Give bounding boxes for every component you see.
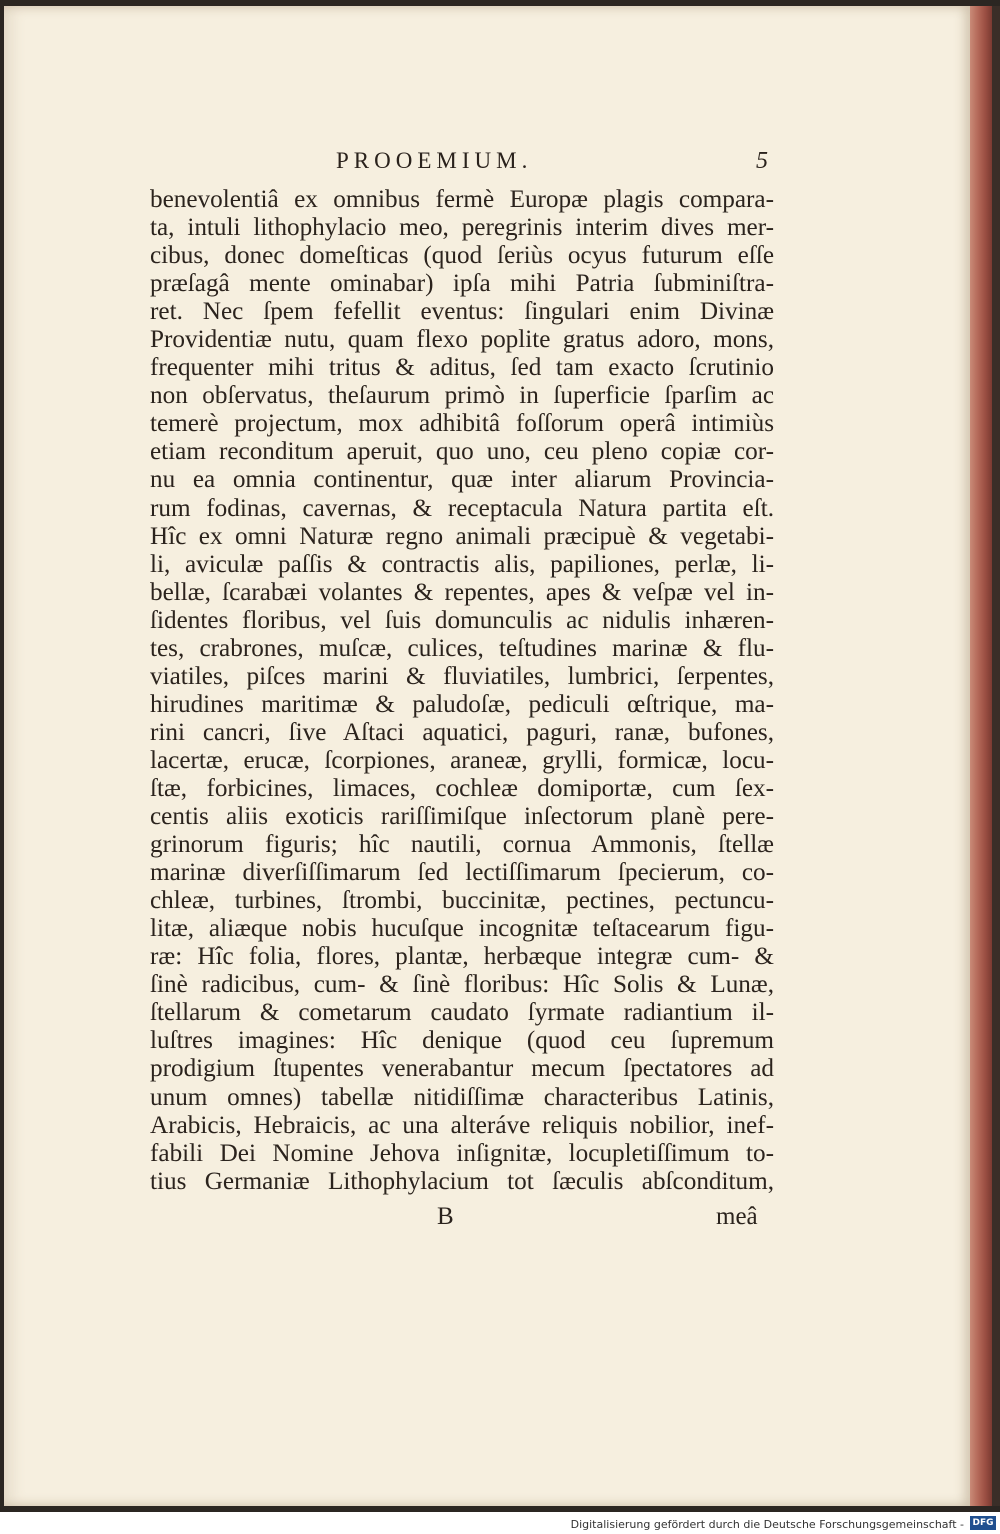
text-line: ſtæ, forbicines, limaces, cochleæ domiportæ, cum ſex- — [150, 774, 774, 802]
text-line: centis aliis exoticis rariſſimiſque inſectorum planè pere- — [150, 803, 774, 831]
dfg-logo-icon: DFG — [970, 1516, 996, 1530]
text-line: viatiles, piſces marini & fluviatiles, lumbrici, ſerpentes, — [150, 662, 774, 690]
text-line: ta, intuli lithophylacio meo, peregrinis interim dives mer- — [150, 214, 774, 242]
text-line: etiam reconditum aperuit, quo uno, ceu pleno copiæ cor- — [150, 438, 774, 466]
text-line: ſidentes floribus, vel ſuis domunculis ac nidulis inhæren- — [150, 606, 774, 634]
text-line: unum omnes) tabellæ nitidiſſimæ characteribus Latinis, — [150, 1083, 774, 1111]
body-text — [150, 186, 774, 1196]
text-line: tes, crabrones, muſcæ, culices, teſtudines marinæ & flu- — [150, 634, 774, 662]
text-line: fabili Dei Nomine Jehova inſignitæ, locupletiſſimum to- — [150, 1139, 774, 1167]
text-line: hirudines maritimæ & paludoſæ, pediculi œſtrique, ma- — [150, 690, 774, 718]
text-line: Arabicis, Hebraicis, ac una alteráve reliquis nobilior, inef- — [150, 1111, 774, 1139]
text-line: Providentiæ nutu, quam flexo poplite gratus adoro, mons, — [150, 326, 774, 354]
funding-credit: Digitalisierung gefördert durch die Deutsche Forschungsgemeinschaft - — [570, 1518, 964, 1531]
text-line: marinæ diverſiſſimarum ſed lectiſſimarum ſpecierum, co- — [150, 859, 774, 887]
text-line: prodigium ſtupentes venerabantur mecum ſpectatores ad — [150, 1055, 774, 1083]
text-line: tius Germaniæ Lithophylacium tot ſæculis abſconditum, — [150, 1167, 774, 1195]
page-edge — [970, 6, 992, 1506]
page-edge-shadow — [992, 6, 1000, 1506]
text-line: frequenter mihi tritus & aditus, ſed tam exacto ſcrutinio — [150, 354, 774, 382]
text-line: nu ea omnia continentur, quæ inter aliarum Provincia- — [150, 466, 774, 494]
text-line: ſtellarum & cometarum caudato ſyrmate radiantium il- — [150, 999, 774, 1027]
text-line: rum fodinas, cavernas, & receptacula Natura partita eſt. — [150, 494, 774, 522]
text-line: luſtres imagines: Hîc denique (quod ceu ſupremum — [150, 1027, 774, 1055]
text-line: ret. Nec ſpem fefellit eventus: ſingulari enim Divinæ — [150, 298, 774, 326]
text-line: ræ: Hîc folia, flores, plantæ, herbæque integræ cum- & — [150, 943, 774, 971]
text-line: non obſervatus, theſaurum primò in ſuperficie ſparſim ac — [150, 382, 774, 410]
text-line: chleæ, turbines, ſtrombi, buccinitæ, pectines, pectuncu- — [150, 887, 774, 915]
text-line: lacertæ, erucæ, ſcorpiones, araneæ, grylli, formicæ, locu- — [150, 746, 774, 774]
page-number: 5 — [756, 148, 768, 174]
text-line: Hîc ex omni Naturæ regno animali præcipuè & vegetabi- — [150, 522, 774, 550]
running-title: PROOEMIUM. — [336, 148, 533, 173]
signature-mark: B — [437, 1203, 454, 1230]
text-line: rini cancri, ſive Aſtaci aquatici, paguri, ranæ, bufones, — [150, 718, 774, 746]
text-line: litæ, aliæque nobis hucuſque incognitæ teſtacearum figu- — [150, 915, 774, 943]
text-line: bellæ, ſcarabæi volantes & repentes, apes & veſpæ vel in- — [150, 578, 774, 606]
text-line: grinorum figuris; hîc nautili, cornua Ammonis, ſtellæ — [150, 831, 774, 859]
text-line: cibus, donec domeſticas (quod ſeriùs ocyus futurum eſſe — [150, 242, 774, 270]
text-line: temerè projectum, mox adhibitâ foſſorum operâ intimiùs — [150, 410, 774, 438]
text-line: benevolentiâ ex omnibus fermè Europæ plagis compara- — [150, 186, 774, 213]
text-line: li, aviculæ paſſis & contractis alis, papiliones, perlæ, li- — [150, 550, 774, 578]
text-line: ſinè radicibus, cum- & ſinè floribus: Hîc Solis & Lunæ, — [150, 971, 774, 999]
text-line: præſagâ mente ominabar) ipſa mihi Patria ſubminiſtra- — [150, 270, 774, 298]
catchword: meâ — [716, 1203, 758, 1230]
